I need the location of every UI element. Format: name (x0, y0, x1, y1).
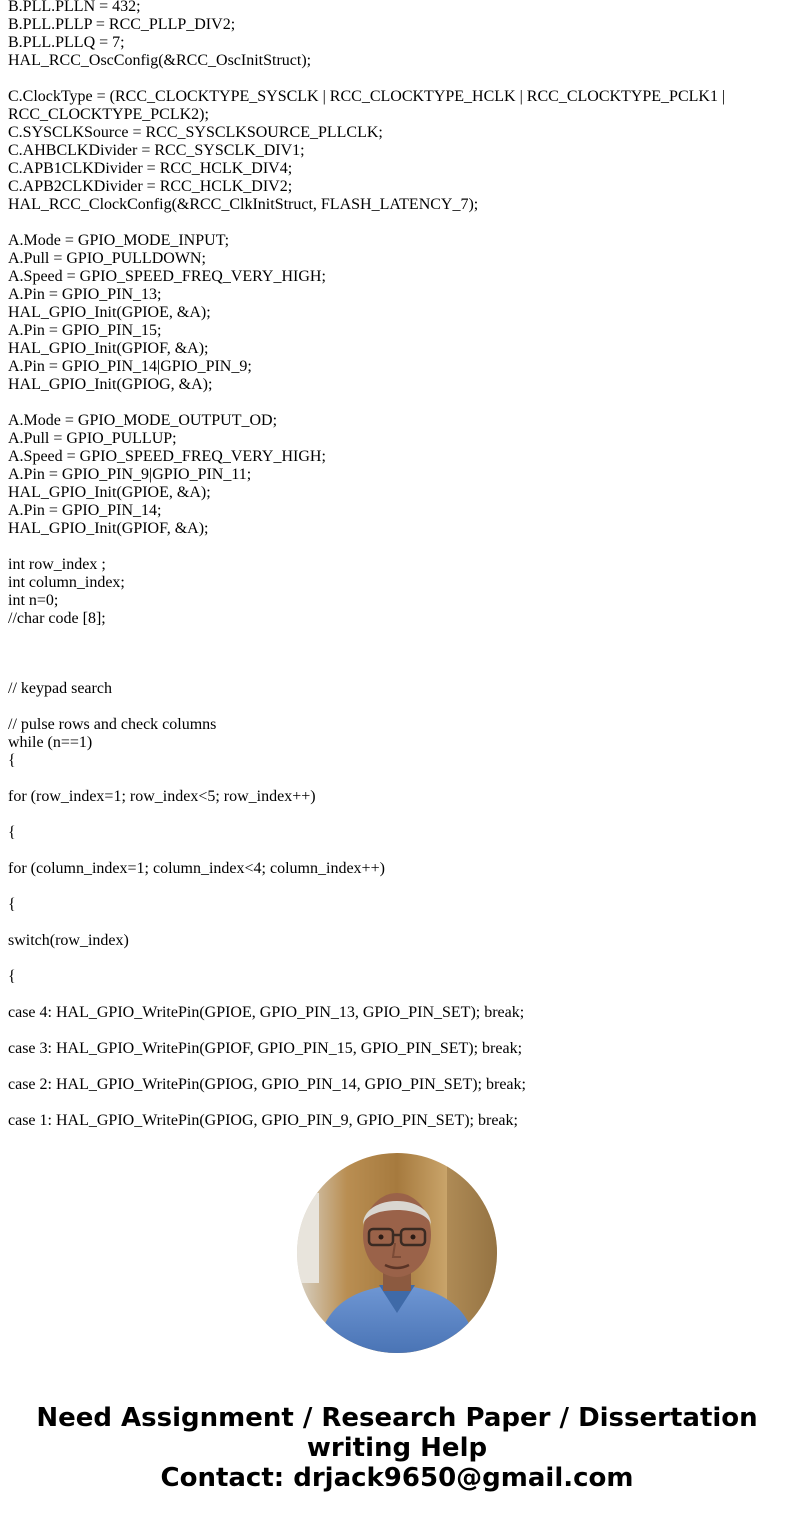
code-line: A.Pin = GPIO_PIN_14; (8, 502, 162, 519)
code-line: while (n==1) (8, 734, 93, 751)
brace-line (8, 968, 788, 986)
code-line: HAL_RCC_ClockConfig(&RCC_ClkInitStruct, FLASH_LATENCY_7); (8, 196, 479, 213)
code-line: C.SYSCLKSource = RCC_SYSCLKSOURCE_PLLCLK; (8, 124, 383, 141)
code-line: HAL_GPIO_Init(GPIOE, &A); (8, 304, 211, 321)
code-line: A.Pin = GPIO_PIN_14|GPIO_PIN_9; (8, 358, 252, 375)
code-line: { (8, 824, 16, 841)
row-for-loop (8, 788, 788, 806)
code-line: A.Pull = GPIO_PULLDOWN; (8, 250, 206, 267)
code-line: case 4: HAL_GPIO_WritePin(GPIOE, GPIO_PIN_13, GPIO_PIN_SET); break; (8, 1004, 525, 1021)
contact-banner (0, 1403, 794, 1493)
code-line: C.APB1CLKDivider = RCC_HCLK_DIV4; (8, 160, 293, 177)
code-line: A.Pull = GPIO_PULLUP; (8, 430, 177, 447)
code-line: { (8, 896, 16, 913)
code-line: A.Pin = GPIO_PIN_9|GPIO_PIN_11; (8, 466, 252, 483)
code-line: // keypad search (8, 680, 112, 697)
brace-line (8, 896, 788, 914)
code-line: int column_index; (8, 574, 125, 591)
code-line: { (8, 752, 16, 769)
code-line: int n=0; (8, 592, 59, 609)
code-line: A.Pin = GPIO_PIN_15; (8, 322, 162, 339)
code-line: A.Speed = GPIO_SPEED_FREQ_VERY_HIGH; (8, 268, 326, 285)
case-1-line (8, 1112, 788, 1130)
code-line: HAL_GPIO_Init(GPIOE, &A); (8, 484, 211, 501)
code-line: B.PLL.PLLN = 432; (8, 0, 141, 15)
code-line: HAL_GPIO_Init(GPIOG, &A); (8, 376, 213, 393)
code-line: A.Pin = GPIO_PIN_13; (8, 286, 162, 303)
code-line: switch(row_index) (8, 932, 129, 949)
code-line: for (row_index=1; row_index<5; row_index++) (8, 788, 316, 805)
gpio-input-block (8, 232, 788, 394)
code-line: int row_index ; (8, 556, 106, 573)
brace-line (8, 824, 788, 842)
banner-line-2: writing Help (306, 1433, 488, 1463)
code-line: B.PLL.PLLQ = 7; (8, 34, 125, 51)
code-line: { (8, 968, 16, 985)
code-line: // pulse rows and check columns (8, 716, 217, 733)
code-line: case 1: HAL_GPIO_WritePin(GPIOG, GPIO_PIN_9, GPIO_PIN_SET); break; (8, 1112, 518, 1129)
code-line: C.AHBCLKDivider = RCC_SYSCLK_DIV1; (8, 142, 305, 159)
variable-declarations (8, 556, 788, 628)
switch-statement (8, 932, 788, 950)
author-avatar (297, 1153, 497, 1353)
contact-email[interactable]: Contact: drjack9650@gmail.com (160, 1463, 634, 1493)
code-line: A.Mode = GPIO_MODE_INPUT; (8, 232, 230, 249)
code-line: HAL_GPIO_Init(GPIOF, &A); (8, 340, 209, 357)
code-line: HAL_RCC_OscConfig(&RCC_OscInitStruct); (8, 52, 312, 69)
code-line: case 3: HAL_GPIO_WritePin(GPIOF, GPIO_PIN_15, GPIO_PIN_SET); break; (8, 1040, 523, 1057)
banner-line-1: Need Assignment / Research Paper / Dissertation (36, 1403, 758, 1433)
code-line: C.APB2CLKDivider = RCC_HCLK_DIV2; (8, 178, 293, 195)
code-line: HAL_GPIO_Init(GPIOF, &A); (8, 520, 209, 537)
author-portrait (297, 1153, 497, 1353)
case-2-line (8, 1076, 788, 1094)
code-listing (8, 0, 788, 1148)
code-line: //char code [8]; (8, 610, 106, 627)
case-3-line (8, 1040, 788, 1058)
gpio-output-block (8, 412, 788, 538)
code-line: A.Mode = GPIO_MODE_OUTPUT_OD; (8, 412, 278, 429)
case-4-line (8, 1004, 788, 1022)
clock-config-block (8, 88, 788, 214)
keypad-comment (8, 680, 788, 698)
code-line: B.PLL.PLLP = RCC_PLLP_DIV2; (8, 16, 236, 33)
code-line: C.ClockType = (RCC_CLOCKTYPE_SYSCLK | RCC_CLOCKTYPE_HCLK | RCC_CLOCKTYPE_PCLK1 | RCC_CLOCKTYPE_PCLK2); (8, 88, 726, 123)
code-line: for (column_index=1; column_index<4; column_index++) (8, 860, 385, 877)
code-line: case 2: HAL_GPIO_WritePin(GPIOG, GPIO_PIN_14, GPIO_PIN_SET); break; (8, 1076, 526, 1093)
code-line: A.Speed = GPIO_SPEED_FREQ_VERY_HIGH; (8, 448, 326, 465)
column-for-loop (8, 860, 788, 878)
while-loop-header (8, 716, 788, 770)
pll-config-block (8, 0, 788, 70)
